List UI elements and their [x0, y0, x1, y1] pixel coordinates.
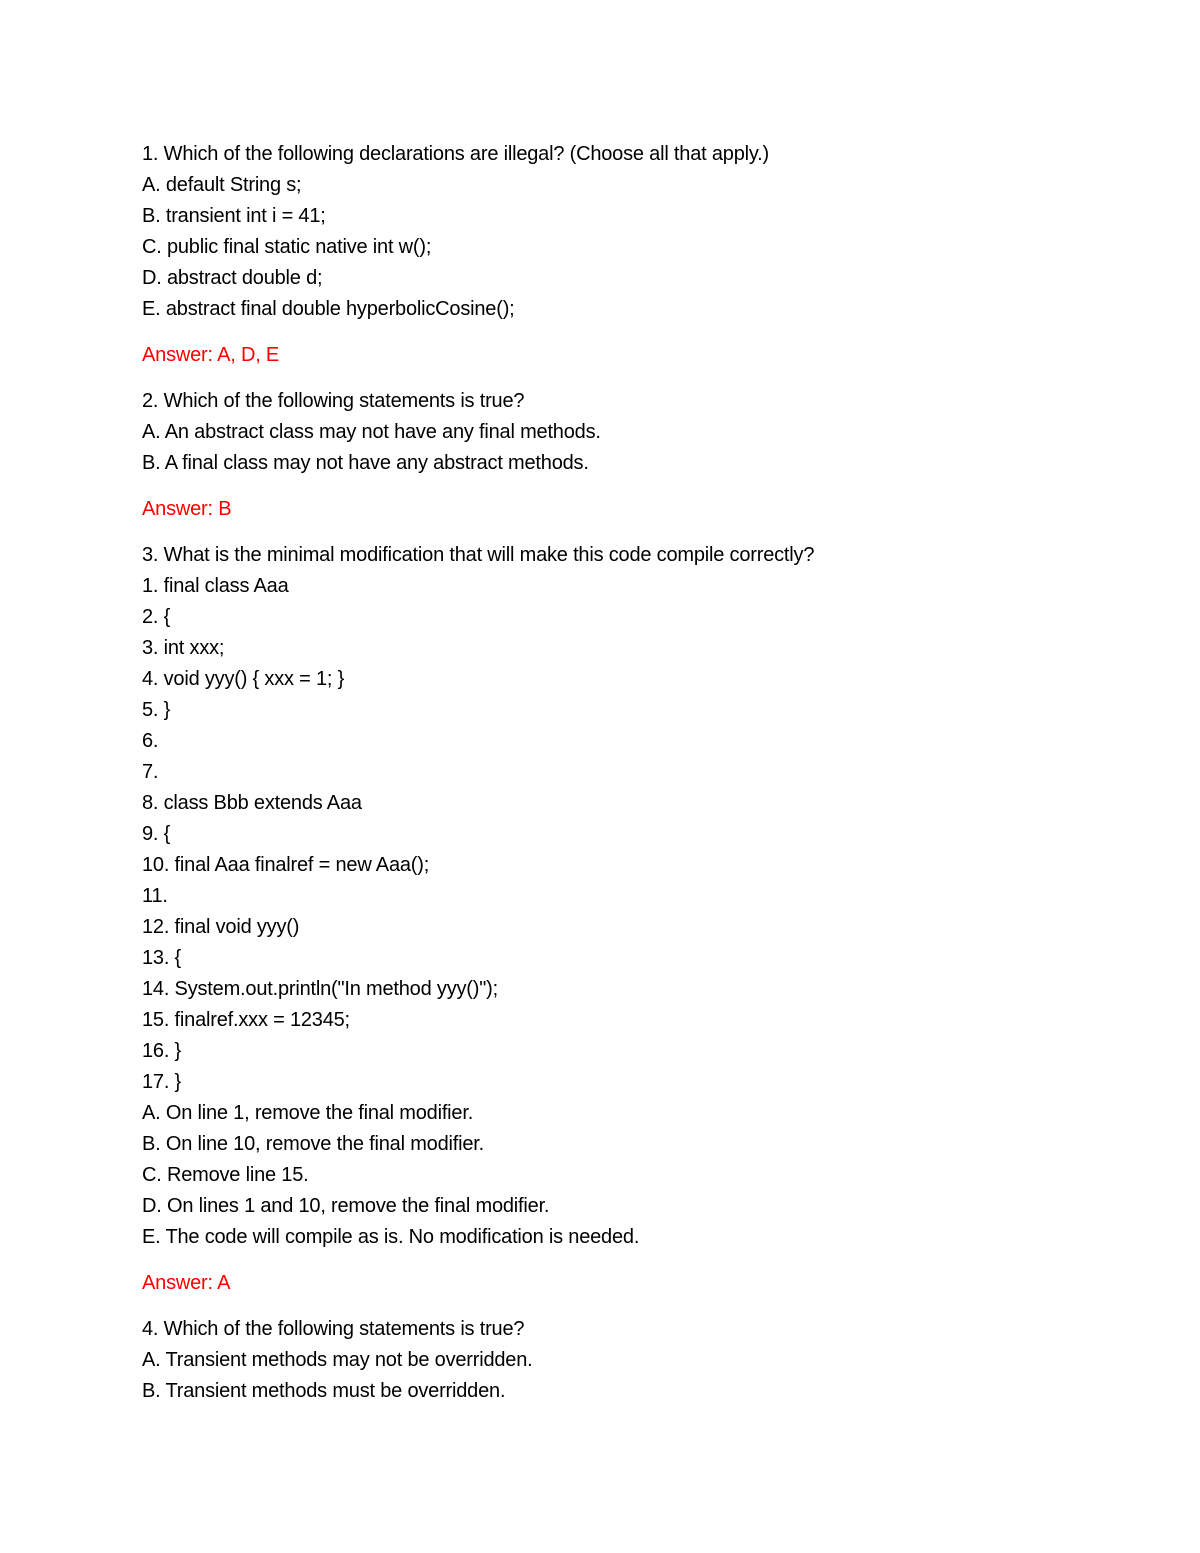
question-3-option-d: D. On lines 1 and 10, remove the final modifier. — [142, 1195, 550, 1217]
code-line-11: 11. — [142, 885, 168, 907]
document-content — [142, 139, 1142, 1407]
code-line-2: 2. { — [142, 606, 171, 628]
question-1-option-b: B. transient int i = 41; — [142, 205, 326, 227]
question-4-option-b: B. Transient methods must be overridden. — [142, 1380, 506, 1402]
question-1-answer: Answer: A, D, E — [142, 344, 280, 366]
question-3-option-e: E. The code will compile as is. No modification is needed. — [142, 1226, 640, 1248]
question-1-option-d: D. abstract double d; — [142, 267, 323, 289]
question-3-option-b: B. On line 10, remove the final modifier. — [142, 1133, 484, 1155]
code-line-12: 12. final void yyy() — [142, 916, 300, 938]
code-line-13: 13. { — [142, 947, 182, 969]
code-line-6: 6. — [142, 730, 159, 752]
question-1-option-c: C. public final static native int w(); — [142, 236, 432, 258]
question-2 — [142, 386, 1142, 525]
question-3-option-c: C. Remove line 15. — [142, 1164, 309, 1186]
question-1-option-e: E. abstract final double hyperbolicCosine(); — [142, 298, 515, 320]
code-line-4: 4. void yyy() { xxx = 1; } — [142, 668, 345, 690]
question-2-answer: Answer: B — [142, 498, 232, 520]
question-1-prompt: 1. Which of the following declarations are illegal? (Choose all that apply.) — [142, 143, 769, 165]
code-line-7: 7. — [142, 761, 159, 783]
question-4-option-a: A. Transient methods may not be overridden. — [142, 1349, 533, 1371]
code-line-3: 3. int xxx; — [142, 637, 225, 659]
code-line-17: 17. } — [142, 1071, 182, 1093]
code-line-8: 8. class Bbb extends Aaa — [142, 792, 362, 814]
code-line-15: 15. finalref.xxx = 12345; — [142, 1009, 350, 1031]
question-4 — [142, 1314, 1142, 1407]
question-3-answer: Answer: A — [142, 1272, 231, 1294]
question-3-option-a: A. On line 1, remove the final modifier. — [142, 1102, 474, 1124]
question-1-option-a: A. default String s; — [142, 174, 302, 196]
question-2-prompt: 2. Which of the following statements is true? — [142, 390, 525, 412]
code-line-14: 14. System.out.println("In method yyy()"); — [142, 978, 498, 1000]
code-line-10: 10. final Aaa finalref = new Aaa(); — [142, 854, 430, 876]
question-2-option-b: B. A final class may not have any abstract methods. — [142, 452, 589, 474]
code-line-5: 5. } — [142, 699, 171, 721]
code-line-9: 9. { — [142, 823, 171, 845]
question-3-prompt: 3. What is the minimal modification that will make this code compile correctly? — [142, 544, 815, 566]
question-1 — [142, 139, 1142, 371]
code-line-16: 16. } — [142, 1040, 182, 1062]
question-4-prompt: 4. Which of the following statements is true? — [142, 1318, 525, 1340]
code-line-1: 1. final class Aaa — [142, 575, 289, 597]
question-3 — [142, 540, 1142, 1299]
question-2-option-a: A. An abstract class may not have any final methods. — [142, 421, 601, 443]
